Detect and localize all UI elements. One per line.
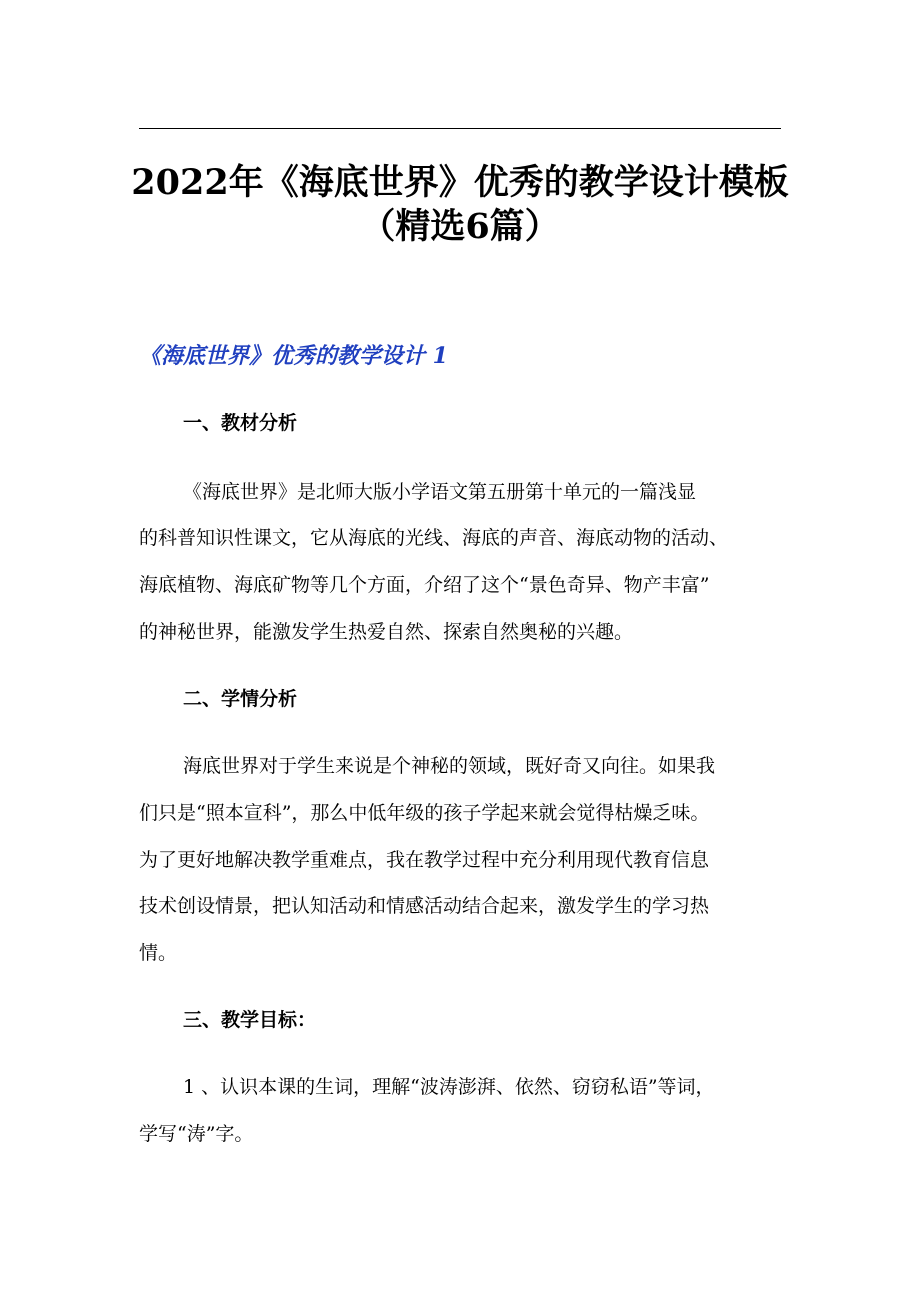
paragraph-line: 的科普知识性课文，它从海底的光线、海底的声音、海底动物的活动、 bbox=[139, 527, 729, 549]
part-heading-teaching-goals: 三、教学目标： bbox=[183, 1009, 317, 1031]
paragraph-line: 学写“涛”字。 bbox=[139, 1123, 254, 1145]
document-title: 2022年《海底世界》优秀的教学设计模板 bbox=[131, 162, 789, 203]
paragraph-line: 们只是“照本宣科”，那么中低年级的孩子学起来就会觉得枯燥乏味。 bbox=[139, 802, 710, 824]
paragraph-line: 技术创设情景，把认知活动和情感活动结合起来，激发学生的学习热 bbox=[139, 895, 710, 917]
paragraph-line: 为了更好地解决教学重难点，我在教学过程中充分利用现代教育信息 bbox=[139, 849, 710, 871]
document-subtitle: （精选6篇） bbox=[360, 206, 560, 247]
header-rule bbox=[139, 128, 781, 129]
paragraph-line: 《海底世界》是北师大版小学语文第五册第十单元的一篇浅显 bbox=[183, 481, 697, 503]
part-heading-textbook-analysis: 一、教材分析 bbox=[183, 412, 298, 434]
paragraph-line: 海底世界对于学生来说是个神秘的领域，既好奇又向往。如果我 bbox=[183, 755, 716, 777]
paragraph-line: 1 、认识本课的生词，理解“波涛澎湃、依然、窃窃私语”等词， bbox=[183, 1076, 715, 1098]
paragraph-line: 海底植物、海底矿物等几个方面，介绍了这个“景色奇异、物产丰富” bbox=[139, 574, 710, 596]
paragraph-line: 的神秘世界，能激发学生热爱自然、探索自然奥秘的兴趣。 bbox=[139, 621, 634, 643]
paragraph-line: 情。 bbox=[139, 942, 178, 964]
section-heading: 《海底世界》优秀的教学设计 1 bbox=[139, 343, 448, 369]
part-heading-student-analysis: 二、学情分析 bbox=[183, 688, 298, 710]
